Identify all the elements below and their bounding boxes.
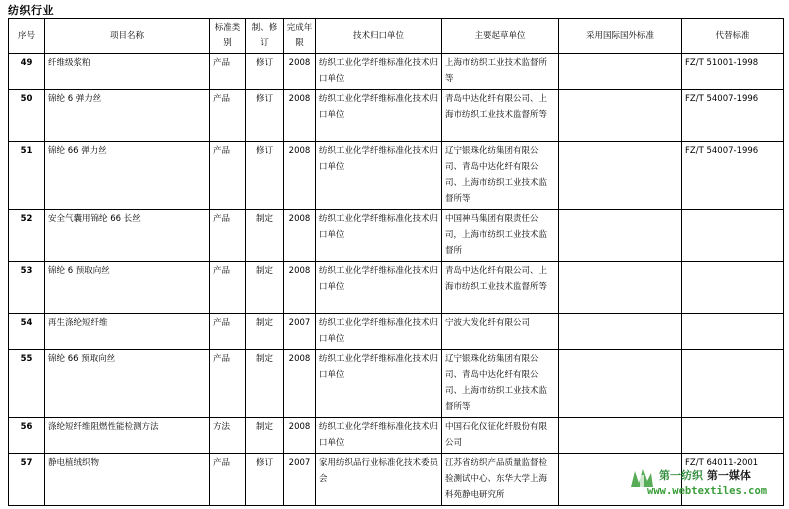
cell-year: 2008 (284, 210, 316, 262)
cell-drafter: 青岛中达化纤有限公司、上海市纺织工业技术监督所等 (442, 262, 559, 314)
cell-action: 修订 (246, 454, 284, 506)
cell-name: 锦纶 6 弹力丝 (45, 90, 210, 142)
cell-drafter: 辽宁银珠化纺集团有限公司、青岛中达化纤有限公司、上海市纺织工业技术监督所等 (442, 142, 559, 210)
col-header-year: 完成年限 (284, 19, 316, 54)
table-row (9, 210, 784, 262)
cell-replaces: FZ/T 54007-1996 (682, 90, 784, 142)
cell-action: 修订 (246, 54, 284, 90)
table-row (9, 418, 784, 454)
cell-drafter: 江苏省纺织产品质量监督检验测试中心、东华大学上海科苑静电研究所 (442, 454, 559, 506)
cell-action: 制定 (246, 210, 284, 262)
cell-action: 修订 (246, 90, 284, 142)
cell-committee: 纺织工业化学纤维标准化技术归口单位 (316, 314, 442, 350)
cell-replaces (682, 210, 784, 262)
cell-replaces: FZ/T 51001-1998 (682, 54, 784, 90)
cell-intl (559, 142, 682, 210)
table-row (9, 350, 784, 418)
col-header-no: 序号 (9, 19, 45, 54)
cell-category: 产品 (210, 54, 246, 90)
cell-no: 49 (9, 54, 45, 90)
table-row (9, 142, 784, 210)
cell-no: 50 (9, 90, 45, 142)
cell-category: 产品 (210, 210, 246, 262)
cell-no: 53 (9, 262, 45, 314)
cell-no: 57 (9, 454, 45, 506)
cell-name: 再生涤纶短纤维 (45, 314, 210, 350)
cell-category: 产品 (210, 90, 246, 142)
watermark-brand-a: 第一纺织 (659, 469, 703, 482)
cell-action: 修订 (246, 142, 284, 210)
cell-name: 安全气囊用锦纶 66 长丝 (45, 210, 210, 262)
cell-year: 2007 (284, 314, 316, 350)
col-header-committee: 技术归口单位 (316, 19, 442, 54)
cell-action: 制定 (246, 262, 284, 314)
cell-year: 2007 (284, 454, 316, 506)
watermark-brand (659, 467, 751, 483)
cell-no: 52 (9, 210, 45, 262)
cell-year: 2008 (284, 54, 316, 90)
cell-committee: 纺织工业化学纤维标准化技术归口单位 (316, 262, 442, 314)
cell-replaces: FZ/T 64011-2001 (682, 454, 784, 506)
cell-intl (559, 210, 682, 262)
cell-drafter: 辽宁银珠化纺集团有限公司、青岛中达化纤有限公司、上海市纺织工业技术监督所等 (442, 350, 559, 418)
cell-drafter: 宁波大发化纤有限公司 (442, 314, 559, 350)
cell-committee: 纺织工业化学纤维标准化技术归口单位 (316, 142, 442, 210)
cell-no: 54 (9, 314, 45, 350)
cell-replaces (682, 418, 784, 454)
cell-intl (559, 418, 682, 454)
cell-committee: 纺织工业化学纤维标准化技术归口单位 (316, 418, 442, 454)
cell-year: 2008 (284, 262, 316, 314)
cell-no: 55 (9, 350, 45, 418)
cell-intl (559, 54, 682, 90)
col-header-category: 标准类别 (210, 19, 246, 54)
standards-table (8, 18, 784, 506)
table-row (9, 262, 784, 314)
cell-year: 2008 (284, 350, 316, 418)
cell-name: 锦纶 66 预取向丝 (45, 350, 210, 418)
watermark-url: www.webtextiles.com (647, 485, 768, 497)
cell-name: 纤维级浆粕 (45, 54, 210, 90)
cell-replaces (682, 350, 784, 418)
cell-year: 2008 (284, 142, 316, 210)
cell-intl (559, 314, 682, 350)
cell-action: 制定 (246, 314, 284, 350)
cell-no: 51 (9, 142, 45, 210)
cell-name: 锦纶 6 预取向丝 (45, 262, 210, 314)
cell-drafter: 上海市纺织工业技术监督所等 (442, 54, 559, 90)
cell-drafter: 青岛中达化纤有限公司、上海市纺织工业技术监督所等 (442, 90, 559, 142)
col-header-replaces: 代替标准 (682, 19, 784, 54)
col-header-name: 项目名称 (45, 19, 210, 54)
cell-category: 方法 (210, 418, 246, 454)
cell-category: 产品 (210, 262, 246, 314)
cell-action: 制定 (246, 350, 284, 418)
cell-intl (559, 350, 682, 418)
section-title: 纺织行业 (8, 4, 54, 17)
cell-category: 产品 (210, 350, 246, 418)
cell-committee: 纺织工业化学纤维标准化技术归口单位 (316, 350, 442, 418)
table-row (9, 314, 784, 350)
col-header-action: 制、修订 (246, 19, 284, 54)
cell-drafter: 中国神马集团有限责任公司，上海市纺织工业技术监督所 (442, 210, 559, 262)
cell-replaces (682, 262, 784, 314)
cell-committee: 纺织工业化学纤维标准化技术归口单位 (316, 90, 442, 142)
table-row (9, 90, 784, 142)
col-header-drafter: 主要起草单位 (442, 19, 559, 54)
cell-name: 静电植绒织物 (45, 454, 210, 506)
cell-replaces (682, 314, 784, 350)
cell-committee: 纺织工业化学纤维标准化技术归口单位 (316, 54, 442, 90)
cell-intl (559, 262, 682, 314)
cell-category: 产品 (210, 314, 246, 350)
watermark (625, 461, 783, 505)
watermark-brand-b: 第一媒体 (706, 469, 751, 482)
cell-committee: 纺织工业化学纤维标准化技术归口单位 (316, 210, 442, 262)
table-header-row (9, 19, 784, 54)
cell-drafter: 中国石化仪征化纤股份有限公司 (442, 418, 559, 454)
cell-name: 锦纶 66 弹力丝 (45, 142, 210, 210)
cell-committee: 家用纺织品行业标准化技术委员会 (316, 454, 442, 506)
cell-replaces: FZ/T 54007-1996 (682, 142, 784, 210)
col-header-intl: 采用国际国外标准 (559, 19, 682, 54)
cell-action: 制定 (246, 418, 284, 454)
cell-category: 产品 (210, 454, 246, 506)
cell-no: 56 (9, 418, 45, 454)
cell-category: 产品 (210, 142, 246, 210)
cell-year: 2008 (284, 90, 316, 142)
table-row (9, 54, 784, 90)
cell-name: 涤纶短纤维阻燃性能检测方法 (45, 418, 210, 454)
cell-year: 2008 (284, 418, 316, 454)
cell-intl (559, 90, 682, 142)
